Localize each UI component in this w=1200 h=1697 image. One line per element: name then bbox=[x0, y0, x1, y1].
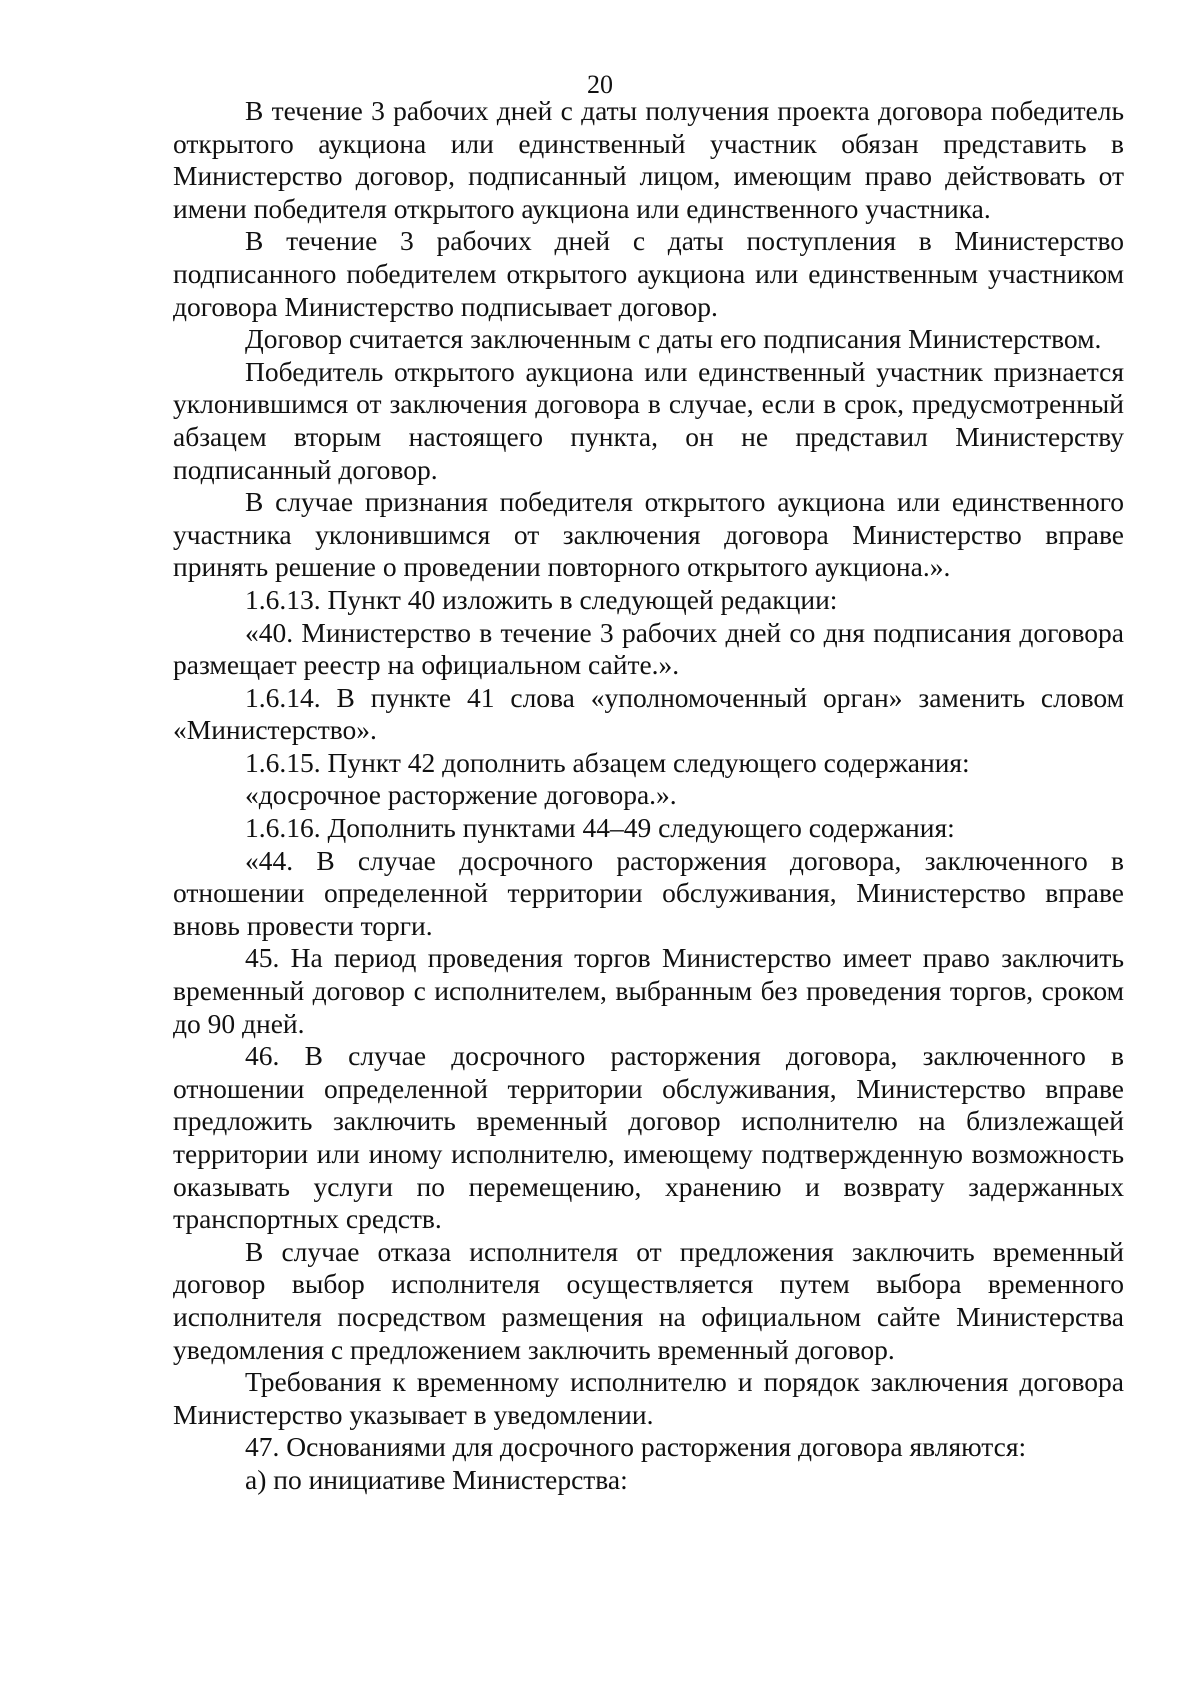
paragraph: Требования к временному исполнителю и порядок заключения договора Министерство указывает в уведомлении. bbox=[173, 1366, 1124, 1430]
paragraph: 47. Основаниями для досрочного расторжения договора являются: bbox=[245, 1431, 1027, 1463]
paragraph: Договор считается заключенным с даты его подписания Министерством. bbox=[245, 323, 1102, 355]
paragraph: 46. В случае досрочного расторжения договора, заключенного в отношении определенной территории обслуживания, Министерство вправе предложить заключить временный договор исполнителю на близлежащей территории или иному исполнителю, имеющему подтвержденную возможность оказывать услуги по перемещению, хранению и возврату задержанных транспортных средств. bbox=[173, 1040, 1124, 1235]
document-body bbox=[173, 95, 1124, 1497]
paragraph: 1.6.13. Пункт 40 изложить в следующей редакции: bbox=[245, 583, 838, 615]
paragraph: 1.6.16. Дополнить пунктами 44–49 следующего содержания: bbox=[245, 812, 955, 844]
paragraph: В случае отказа исполнителя от предложения заключить временный договор выбор исполнителя осуществляется путем выбора временного исполнителя посредством размещения на официальном сайте Министерства уведомления с предложением заключить временный договор. bbox=[173, 1235, 1124, 1365]
paragraph: «44. В случае досрочного расторжения договора, заключенного в отношении определенной территории обслуживания, Министерство вправе вновь провести торги. bbox=[173, 844, 1124, 941]
paragraph: 45. На период проведения торгов Министерство имеет право заключить временный договор с исполнителем, выбранным без проведения торгов, сроком до 90 дней. bbox=[173, 942, 1124, 1039]
paragraph: В случае признания победителя открытого аукциона или единственного участника уклонившимся от заключения договора Министерство вправе принять решение о проведении повторного открытого аукциона.». bbox=[173, 486, 1124, 583]
paragraph: а) по инициативе Министерства: bbox=[245, 1463, 628, 1495]
paragraph: 1.6.15. Пункт 42 дополнить абзацем следующего содержания: bbox=[245, 746, 970, 778]
paragraph: 1.6.14. В пункте 41 слова «уполномоченный орган» заменить словом «Министерство». bbox=[173, 681, 1124, 746]
paragraph: В течение 3 рабочих дней с даты получения проекта договора победитель открытого аукциона или единственный участник обязан представить в Министерство договор, подписанный лицом, имеющим право действовать от имени победителя открытого аукциона или единственного участника. bbox=[173, 95, 1124, 224]
page-number: 20 bbox=[587, 70, 613, 99]
paragraph: «40. Министерство в течение 3 рабочих дней со дня подписания договора размещает реестр на официальном сайте.». bbox=[173, 616, 1124, 681]
paragraph: Победитель открытого аукциона или единственный участник признается уклонившимся от заключения договора в случае, если в срок, предусмотренный абзацем вторым настоящего пункта, он не представил Министерству подписанный договор. bbox=[173, 355, 1124, 485]
paragraph: В течение 3 рабочих дней с даты поступления в Министерство подписанного победителем открытого аукциона или единственным участником договора Министерство подписывает договор. bbox=[173, 225, 1124, 322]
paragraph: «досрочное расторжение договора.». bbox=[245, 779, 677, 811]
